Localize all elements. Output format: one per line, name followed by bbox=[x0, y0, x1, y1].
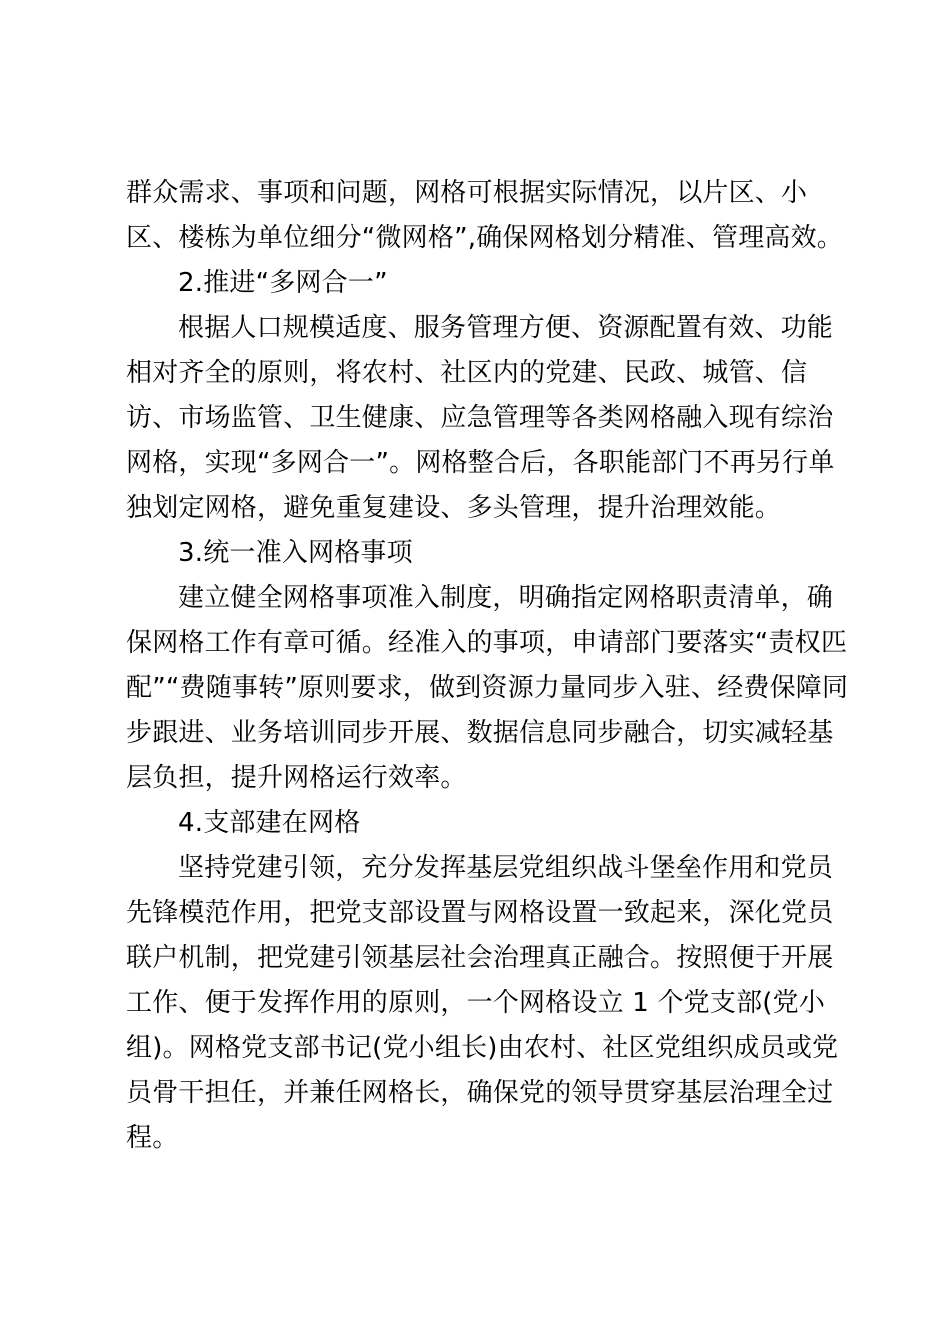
text-line: 联户机制，把党建引领基层社会治理真正融合。按照便于开展 bbox=[126, 943, 834, 973]
text-line: 工作、便于发挥作用的原则，一个网格设立 1 个党支部(党小 bbox=[126, 988, 826, 1018]
text-line: 坚持党建引领，充分发挥基层党组织战斗堡垒作用和党员 bbox=[178, 853, 834, 883]
section-heading: 3.统一准入网格事项 bbox=[178, 538, 413, 568]
text-line: 程。 bbox=[126, 1123, 179, 1153]
text-line: 独划定网格，避免重复建设、多头管理，提升治理效能。 bbox=[126, 493, 782, 523]
section-heading: 4.支部建在网格 bbox=[178, 808, 361, 838]
text-line: 根据人口规模适度、服务管理方便、资源配置有效、功能 bbox=[178, 313, 834, 343]
text-line: 网格，实现“多网合一”。网格整合后，各职能部门不再另行单 bbox=[126, 448, 835, 478]
text-line: 员骨干担任，并兼任网格长，确保党的领导贯穿基层治理全过 bbox=[126, 1078, 834, 1108]
text-line: 群众需求、事项和问题，网格可根据实际情况，以片区、小 bbox=[126, 178, 808, 208]
text-line: 建立健全网格事项准入制度，明确指定网格职责清单，确 bbox=[178, 583, 834, 613]
text-line: 先锋模范作用，把党支部设置与网格设置一致起来，深化党员 bbox=[126, 898, 834, 928]
text-line: 保网格工作有章可循。经准入的事项，申请部门要落实“责权匹 bbox=[126, 628, 848, 658]
text-line: 步跟进、业务培训同步开展、数据信息同步融合，切实减轻基 bbox=[126, 718, 834, 748]
text-line: 配”“费随事转”原则要求，做到资源力量同步入驻、经费保障同 bbox=[126, 673, 849, 703]
text-line: 访、市场监管、卫生健康、应急管理等各类网格融入现有综治 bbox=[126, 403, 834, 433]
text-line: 相对齐全的原则，将农村、社区内的党建、民政、城管、信 bbox=[126, 358, 808, 388]
text-line: 组)。网格党支部书记(党小组长)由农村、社区党组织成员或党 bbox=[126, 1033, 839, 1063]
text-line: 层负担，提升网格运行效率。 bbox=[126, 763, 467, 793]
section-heading: 2.推进“多网合一” bbox=[178, 268, 388, 298]
text-line: 区、楼栋为单位细分“微网格”,确保网格划分精准、管理高效。 bbox=[126, 223, 844, 253]
